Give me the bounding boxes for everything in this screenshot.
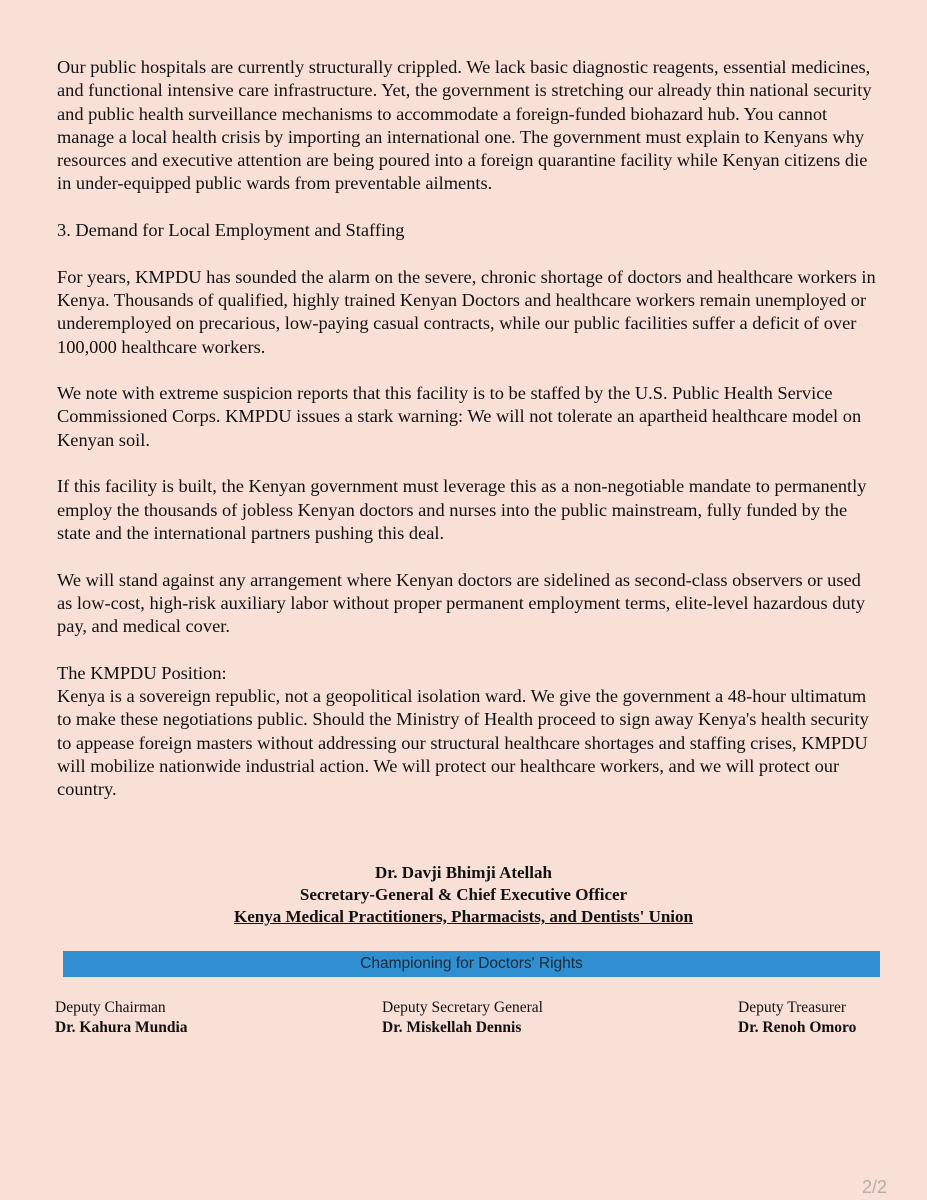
signatory-name: Dr. Davji Bhimji Atellah [375,863,552,882]
signature-block [0,862,927,928]
position-block [57,662,877,802]
paragraph-hospitals: Our public hospitals are currently structurally crippled. We lack basic diagnostic reagents, essential medicines, and functional intensive care infrastructure. Yet, the government is stretching our already thin national security and public health surveillance mechanisms to accommodate a foreign-funded biohazard hub. You cannot manage a local health crisis by importing an international one. The government must explain to Kenyans why resources and executive attention are being poured into a foreign quarantine facility while Kenyan citizens die in under-equipped public wards from preventable ailments. [57,57,872,194]
deputy-chairman [55,998,188,1038]
deputy-role: Deputy Chairman [55,999,166,1016]
organization-name: Kenya Medical Practitioners, Pharmacists, and Dentists' Union [234,907,693,926]
deputy-role: Deputy Secretary General [382,999,543,1016]
section-heading-employment: 3. Demand for Local Employment and Staffing [57,220,405,241]
deputy-treasurer [738,998,856,1038]
paragraph-mandate: If this facility is built, the Kenyan government must leverage this as a non-negotiable mandate to permanently employ the thousands of jobless Kenyan doctors and nurses into the public mainstream, fully funded by the state and the international partners pushing this deal. [57,476,867,543]
position-text: Kenya is a sovereign republic, not a geopolitical isolation ward. We give the government a 48-hour ultimatum to make these negotiations public. Should the Ministry of Health proceed to sign away Kenya's health security to appease foreign masters without addressing our structural healthcare shortages and staffing crises, KMPDU will mobilize nationwide industrial action. We will protect our healthcare workers, and we will protect our country. [57,686,869,800]
deputy-name: Dr. Miskellah Dennis [382,1019,522,1036]
deputy-name: Dr. Kahura Mundia [55,1019,188,1036]
signatory-title: Secretary-General & Chief Executive Officer [299,885,628,904]
paragraph-shortage: For years, KMPDU has sounded the alarm on the severe, chronic shortage of doctors and healthcare workers in Kenya. Thousands of qualified, highly trained Kenyan Doctors and healthcare workers remain unemployed or underemployed on precarious, low-paying casual contracts, while our public facilities suffer a deficit of over 100,000 healthcare workers. [57,266,876,357]
paragraph-staffing-warning: We note with extreme suspicion reports that this facility is to be staffed by the U.S. Public Health Service Commissioned Corps. KMPDU issues a stark warning: We will not tolerate an apartheid healthcare model on Kenyan soil. [57,383,862,450]
letter-body [57,56,877,825]
slogan-banner: Championing for Doctors' Rights [63,951,880,977]
position-heading: The KMPDU Position: [57,662,227,683]
deputy-secretary-general [382,998,543,1038]
paragraph-stand-against: We will stand against any arrangement where Kenyan doctors are sidelined as second-class observers or used as low-cost, high-risk auxiliary labor without proper permanent employment terms, elite-level hazardous duty pay, and medical cover. [57,569,865,637]
deputy-role: Deputy Treasurer [738,999,847,1016]
deputy-name: Dr. Renoh Omoro [738,1019,857,1036]
page-indicator: 2/2 [861,1177,887,1197]
